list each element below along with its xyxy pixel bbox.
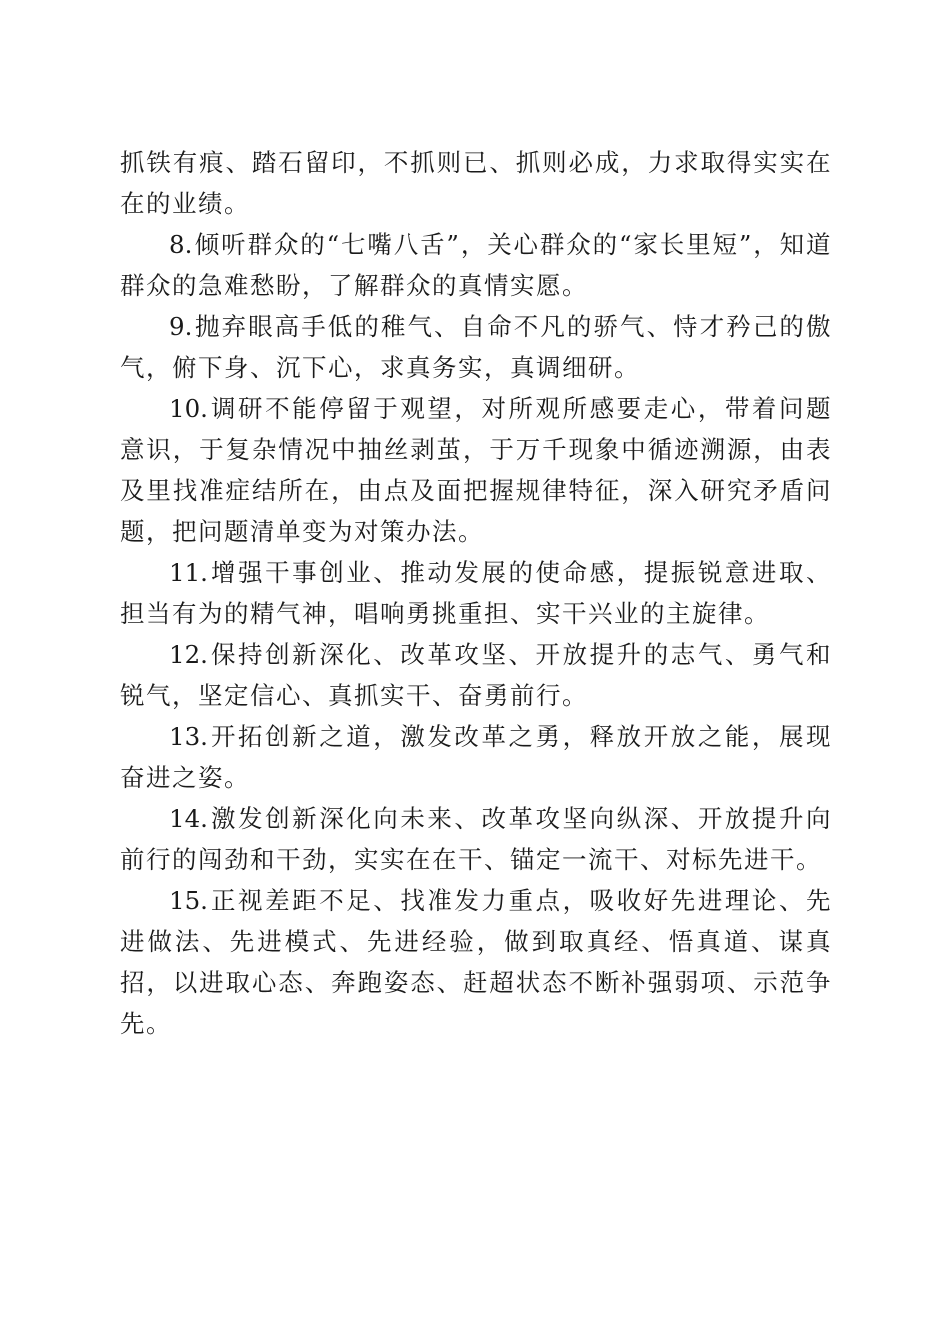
paragraph-text: 保持创新深化、改革攻坚、开放提升的志气、勇气和锐气，坚定信心、真抓实干、奋勇前行。: [120, 640, 832, 710]
paragraph-number: 15.: [169, 886, 208, 915]
paragraph-item-11: [120, 552, 832, 634]
paragraph-text: 调研不能停留于观望，对所观所感要走心，带着问题意识，于复杂情况中抽丝剥茧，于万千现象中循迹溯源，由表及里找准症结所在，由点及面把握规律特征，深入研究矛盾问题，把问题清单变为对策办法。: [120, 394, 832, 546]
paragraph-text: 增强干事创业、推动发展的使命感，提振锐意进取、担当有为的精气神，唱响勇挑重担、实干兴业的主旋律。: [120, 558, 832, 628]
paragraph-item-14: [120, 798, 832, 880]
paragraph-item-9: [120, 306, 832, 388]
paragraph-text: 倾听群众的“七嘴八舌”，关心群众的“家长里短”，知道群众的急难愁盼，了解群众的真情实愿。: [120, 230, 832, 300]
paragraph-number: 9.: [169, 312, 193, 341]
paragraph-number: 14.: [169, 804, 208, 833]
paragraph-item-10: [120, 388, 832, 552]
paragraph-item-15: [120, 880, 832, 1044]
paragraph-item-13: [120, 716, 832, 798]
paragraph-number: 13.: [169, 722, 208, 751]
paragraph-text: 开拓创新之道，激发改革之勇，释放开放之能，展现奋进之姿。: [120, 722, 832, 792]
paragraph-text: 抓铁有痕、踏石留印，不抓则已、抓则必成，力求取得实实在在的业绩。: [120, 148, 832, 218]
paragraph-continuation: [120, 142, 832, 224]
paragraph-number: 11.: [169, 558, 208, 587]
paragraph-text: 激发创新深化向未来、改革攻坚向纵深、开放提升向前行的闯劲和干劲，实实在在干、锚定一流干、对标先进干。: [120, 804, 832, 874]
paragraph-text: 正视差距不足、找准发力重点，吸收好先进理论、先进做法、先进模式、先进经验，做到取真经、悟真道、谋真招，以进取心态、奔跑姿态、赶超状态不断补强弱项、示范争先。: [120, 886, 832, 1038]
paragraph-number: 10.: [169, 394, 208, 423]
paragraph-number: 8.: [169, 230, 193, 259]
paragraph-item-12: [120, 634, 832, 716]
paragraph-item-8: [120, 224, 832, 306]
paragraph-number: 12.: [169, 640, 208, 669]
paragraph-text: 抛弃眼高手低的稚气、自命不凡的骄气、恃才矜己的傲气，俯下身、沉下心，求真务实，真调细研。: [120, 312, 832, 382]
document-body: [120, 142, 832, 1044]
